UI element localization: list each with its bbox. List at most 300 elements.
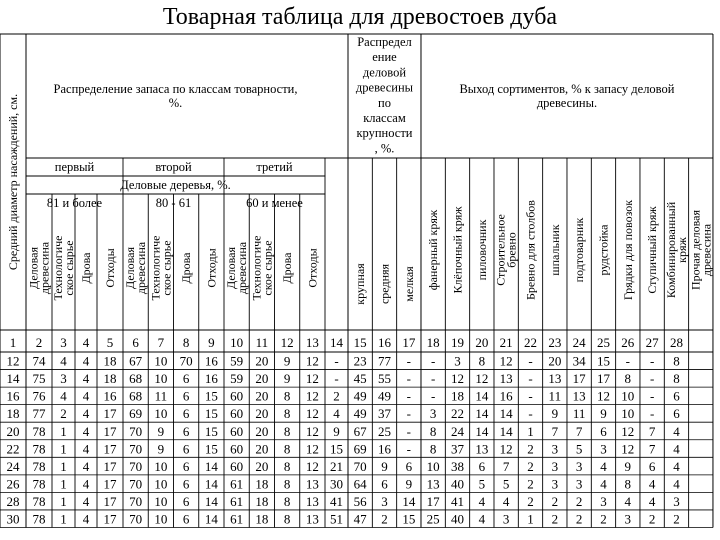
assortment-column-header-line: кряж xyxy=(674,237,689,263)
class-label: второй xyxy=(155,160,192,174)
table-cell: 20 xyxy=(255,371,269,387)
size-column-header xyxy=(353,263,367,305)
table-cell: 3 xyxy=(502,511,510,527)
table-cell: 9 xyxy=(283,353,291,369)
diameter-column-header-line: Средний диаметр насаждений, см. xyxy=(6,93,20,271)
table-cell: 15 xyxy=(204,406,218,422)
assortment-column-header-line: Ступичный кряж xyxy=(645,206,660,294)
table-cell: 14 xyxy=(499,423,513,439)
table-cell: 1 xyxy=(60,493,67,509)
table-cell: 6 xyxy=(182,511,190,527)
table-cell: - xyxy=(334,353,339,369)
table-cell: 9 xyxy=(157,441,165,457)
table-cell: 17 xyxy=(103,423,117,439)
table-cell: 6 xyxy=(182,388,190,404)
table-cell: 8 xyxy=(429,423,437,439)
table-cell: 51 xyxy=(330,511,343,527)
table-cell: 13 xyxy=(475,441,489,457)
table-cell: 77 xyxy=(377,353,391,369)
table-cell: 11 xyxy=(548,388,562,404)
table-cell: 8 xyxy=(283,476,291,492)
class-subcolumn-header xyxy=(27,241,52,294)
table-cell: 70 xyxy=(129,511,143,527)
table-cell: 8 xyxy=(478,353,486,369)
table-cell: 59 xyxy=(230,353,244,369)
table-cell: 10 xyxy=(621,406,635,422)
table-cell: 6 xyxy=(673,388,680,404)
column-number: 12 xyxy=(280,335,294,350)
table-cell: 70 xyxy=(129,458,143,474)
table-cell: 12 xyxy=(305,406,319,422)
table-cell: 2 xyxy=(60,406,67,422)
table-cell: 26 xyxy=(6,476,20,492)
class-subcolumn-header xyxy=(249,236,274,301)
table-cell: 10 xyxy=(154,476,168,492)
size-column-header xyxy=(402,266,416,302)
table-cell: 76 xyxy=(32,388,46,404)
table-cell: 3 xyxy=(60,371,67,387)
table-cell: 3 xyxy=(454,353,461,369)
table-cell: 4 xyxy=(60,388,67,404)
table-cell: 16 xyxy=(103,388,117,404)
table-cell: 18 xyxy=(450,388,464,404)
class-subcolumn-header-line: древесина xyxy=(235,241,250,295)
table-cell: - xyxy=(334,371,339,387)
table-cell: 13 xyxy=(499,371,513,387)
table-cell: 7 xyxy=(551,423,559,439)
table-cell: 7 xyxy=(648,423,656,439)
table-cell: 37 xyxy=(377,406,391,422)
class-subcolumn-header-line: Дрова xyxy=(179,252,194,284)
table-cell: 3 xyxy=(381,493,388,509)
column-number: 10 xyxy=(230,335,244,350)
assortment-column-header-line: древесина xyxy=(699,223,714,277)
table-cell: - xyxy=(649,388,655,404)
table-cell: 4 xyxy=(600,458,607,474)
table-cell: - xyxy=(406,353,411,369)
class-subcolumn-header xyxy=(224,241,249,294)
table-cell: - xyxy=(649,353,655,369)
table-cell: 14 xyxy=(499,406,513,422)
class-subcolumn-header-line: ское сырье xyxy=(260,240,275,296)
table-cell: 9 xyxy=(624,458,632,474)
table-cell: 67 xyxy=(353,423,367,439)
table-cell: 12 xyxy=(305,458,319,474)
table-cell: - xyxy=(406,406,411,422)
table-cell: 18 xyxy=(255,493,269,509)
table-cell: 4 xyxy=(673,423,680,439)
size-distribution-title: древесины xyxy=(355,80,414,95)
table-cell: 6 xyxy=(600,423,607,439)
table-cell: 2 xyxy=(673,511,680,527)
table-cell: 17 xyxy=(596,371,610,387)
table-cell: 7 xyxy=(648,441,656,457)
table-cell: 12 xyxy=(305,353,319,369)
assortment-column-header xyxy=(523,200,537,300)
column-number: 18 xyxy=(426,335,440,350)
table-cell: 3 xyxy=(673,493,680,509)
table-cell: 25 xyxy=(377,423,391,439)
table-cell: 22 xyxy=(6,441,20,457)
table-cell: 8 xyxy=(283,511,291,527)
table-cell: 6 xyxy=(648,458,656,474)
class-subcolumn-header-line: Отходы xyxy=(204,248,219,288)
table-cell: 17 xyxy=(103,493,117,509)
table-cell: 68 xyxy=(129,388,143,404)
assortment-column-header xyxy=(494,214,519,286)
table-cell: 14 xyxy=(402,493,416,509)
table-cell: - xyxy=(430,371,436,387)
table-cell: 2 xyxy=(551,511,559,527)
class-range-label: 81 и более xyxy=(46,196,103,210)
table-cell: 6 xyxy=(182,458,190,474)
table-cell: 6 xyxy=(182,476,190,492)
table-cell: 10 xyxy=(154,511,168,527)
class-subcolumn-header xyxy=(123,241,148,294)
table-cell: 78 xyxy=(32,423,46,439)
table-cell: 8 xyxy=(283,388,291,404)
table-cell: 9 xyxy=(405,476,413,492)
class-subcolumn-header xyxy=(79,252,93,284)
class-subcolumn-header-line: древесина xyxy=(134,241,149,295)
table-cell: 70 xyxy=(353,458,367,474)
table-cell: 4 xyxy=(478,493,486,509)
table-cell: 12 xyxy=(475,371,489,387)
table-cell: 9 xyxy=(283,371,291,387)
table-cell: 3 xyxy=(575,476,583,492)
table-cell: 3 xyxy=(624,511,632,527)
table-cell: 6 xyxy=(673,406,680,422)
table-cell: 2 xyxy=(527,441,534,457)
table-cell: 15 xyxy=(402,511,416,527)
table-cell: 18 xyxy=(255,511,269,527)
table-cell: 12 xyxy=(621,423,635,439)
class-subcolumn-header xyxy=(280,252,294,284)
class-subcolumn-header-line: Отходы xyxy=(305,248,320,288)
size-distribution-title: Распредел xyxy=(357,35,412,49)
table-cell: 20 xyxy=(255,441,269,457)
table-cell: 24 xyxy=(450,423,464,439)
assortment-column-header-line: рудстойка xyxy=(596,224,611,276)
table-cell: 40 xyxy=(450,476,464,492)
column-number: 26 xyxy=(621,335,635,350)
assortment-column-header-line: бревно xyxy=(504,232,519,268)
size-distribution-title: по xyxy=(378,95,391,110)
table-cell: 20 xyxy=(548,353,562,369)
class-subcolumn-header-line: Технологиче xyxy=(249,235,264,301)
column-number: 20 xyxy=(475,335,489,350)
table-cell: - xyxy=(625,353,630,369)
table-cell: 10 xyxy=(154,371,168,387)
table-cell: - xyxy=(528,353,533,369)
column-number: 5 xyxy=(106,335,114,350)
assortment-column-header-line: Клёпочный кряж xyxy=(450,206,465,294)
table-cell: 3 xyxy=(600,441,607,457)
table-cell: 55 xyxy=(377,371,391,387)
table-cell: 10 xyxy=(154,458,168,474)
assortment-column-header-line: шпальник xyxy=(547,224,562,276)
table-cell: 2 xyxy=(527,458,534,474)
table-cell: 70 xyxy=(129,493,143,509)
table-cell: 4 xyxy=(502,493,510,509)
table-cell: 10 xyxy=(154,353,168,369)
table-cell: 4 xyxy=(673,458,680,474)
column-number: 3 xyxy=(60,335,67,350)
table-cell: 20 xyxy=(255,458,269,474)
table-cell: 6 xyxy=(405,458,413,474)
class-subcolumn-header xyxy=(103,248,117,287)
table-cell: 3 xyxy=(429,406,437,422)
table-cell: 9 xyxy=(551,406,559,422)
table-cell: 4 xyxy=(82,458,90,474)
class-subcolumn-header xyxy=(179,252,193,284)
table-cell: - xyxy=(406,371,411,387)
table-cell: 4 xyxy=(82,423,90,439)
column-number: 23 xyxy=(548,335,562,350)
table-cell: 1 xyxy=(527,423,534,439)
class-subcolumn-header-line: Деловая xyxy=(224,247,239,289)
table-cell: 12 xyxy=(305,441,319,457)
table-cell: 8 xyxy=(673,353,680,369)
table-cell: 17 xyxy=(572,371,586,387)
column-number: 7 xyxy=(157,335,165,350)
table-cell: 17 xyxy=(103,441,117,457)
table-cell: 69 xyxy=(353,441,367,457)
table-cell: 2 xyxy=(575,511,583,527)
assortment-column-header-line: Прочая деловая xyxy=(688,209,703,291)
table-cell: 6 xyxy=(182,493,190,509)
table-cell: 8 xyxy=(624,476,632,492)
table-cell: 4 xyxy=(82,493,90,509)
assortment-column-header xyxy=(475,219,489,280)
table-cell: 9 xyxy=(600,406,607,422)
table-cell: 4 xyxy=(60,353,67,369)
table-cell: - xyxy=(406,441,411,457)
table-cell: 13 xyxy=(305,511,319,527)
table-cell: 5 xyxy=(575,441,583,457)
assortment-column-header xyxy=(426,209,440,290)
table-cell: 2 xyxy=(527,493,534,509)
column-number: 17 xyxy=(402,335,416,350)
table-cell: 20 xyxy=(255,388,269,404)
table-cell: 4 xyxy=(624,493,632,509)
class-range-label: 80 - 61 xyxy=(155,196,192,210)
table-cell: 41 xyxy=(330,493,343,509)
table-cell: 59 xyxy=(230,371,244,387)
table-cell: 17 xyxy=(103,458,117,474)
column-number: 13 xyxy=(305,335,319,350)
assortment-column-header-line: пиловочник xyxy=(474,219,489,281)
class-subcolumn-header-line: Дрова xyxy=(79,252,93,284)
table-cell: 67 xyxy=(129,353,143,369)
table-cell: 37 xyxy=(450,441,464,457)
column-number: 14 xyxy=(330,335,343,350)
size-distribution-title: крупности xyxy=(356,126,413,141)
assortment-column-header-line: подтоварник xyxy=(572,217,587,283)
table-cell: 6 xyxy=(182,441,190,457)
assortment-column-header-line: Грядки для повозок xyxy=(620,199,635,301)
table-cell: 70 xyxy=(129,441,143,457)
table-cell: 16 xyxy=(204,371,218,387)
table-cell: 60 xyxy=(230,388,244,404)
table-cell: 22 xyxy=(450,406,464,422)
table-cell: 78 xyxy=(32,476,46,492)
table-cell: 4 xyxy=(82,476,90,492)
distribution-title: Распределение запаса по классам товарности, xyxy=(53,82,298,96)
table-cell: 21 xyxy=(330,458,343,474)
table-cell: - xyxy=(528,406,533,422)
table-cell: - xyxy=(430,388,436,404)
class-subcolumn-header-line: ское сырье xyxy=(62,240,76,296)
table-cell: 12 xyxy=(621,441,635,457)
table-cell: 49 xyxy=(353,406,367,422)
table-cell: 8 xyxy=(624,371,632,387)
table-cell: 56 xyxy=(353,493,367,509)
table-cell: 17 xyxy=(103,476,117,492)
size-column-header-line: мелкая xyxy=(401,266,416,302)
table-cell: 38 xyxy=(450,458,464,474)
table-cell: 4 xyxy=(648,493,656,509)
table-cell: 20 xyxy=(6,423,20,439)
table-cell: 18 xyxy=(103,353,117,369)
table-cell: 8 xyxy=(429,441,437,457)
column-number: 27 xyxy=(645,335,659,350)
table-cell: 77 xyxy=(32,406,46,422)
table-cell: 2 xyxy=(527,476,534,492)
column-number: 28 xyxy=(669,335,683,350)
class-subcolumn-header xyxy=(305,248,319,287)
table-cell: 12 xyxy=(499,441,513,457)
table-cell: 2 xyxy=(648,511,656,527)
table-cell: 4 xyxy=(82,441,90,457)
table-cell: 61 xyxy=(230,493,244,509)
table-cell: 23 xyxy=(353,353,367,369)
assortment-column-header-line: Комбинированный xyxy=(663,201,678,299)
table-cell: 60 xyxy=(230,406,244,422)
table-cell: 78 xyxy=(32,493,46,509)
table-cell: 6 xyxy=(478,458,486,474)
table-cell: 20 xyxy=(255,406,269,422)
size-column-header xyxy=(377,263,391,304)
table-cell: 61 xyxy=(230,476,244,492)
table-cell: 8 xyxy=(283,423,291,439)
table-cell: - xyxy=(528,371,533,387)
table-cell: 64 xyxy=(353,476,367,492)
assortment-column-header xyxy=(645,206,659,294)
assortment-column-header xyxy=(572,217,586,282)
column-number: 6 xyxy=(132,335,139,350)
table-cell: 70 xyxy=(129,423,143,439)
page-title: Товарная таблица для древостоев дуба xyxy=(162,4,558,30)
size-column-header-line: крупная xyxy=(353,263,368,305)
assortment-column-header-line: Строительное xyxy=(493,214,508,286)
table-cell: 5 xyxy=(478,476,486,492)
table-cell: 7 xyxy=(575,423,583,439)
size-distribution-title: деловой xyxy=(362,65,407,80)
column-number: 1 xyxy=(9,335,17,350)
table-cell: 1 xyxy=(60,458,67,474)
table-cell: 14 xyxy=(204,493,218,509)
column-number: 19 xyxy=(450,335,464,350)
table-cell: 14 xyxy=(475,388,489,404)
table-cell: 2 xyxy=(551,493,559,509)
class-subcolumn-header-line: Дрова xyxy=(280,252,295,284)
table-cell: 10 xyxy=(621,388,635,404)
table-cell: 14 xyxy=(475,406,489,422)
table-cell: 1 xyxy=(60,511,67,527)
table-cell: 15 xyxy=(596,353,610,369)
table-cell: 8 xyxy=(283,441,291,457)
table-cell: - xyxy=(649,371,655,387)
table-cell: 15 xyxy=(204,441,218,457)
table-cell: 20 xyxy=(255,423,269,439)
table-cell: 75 xyxy=(32,371,46,387)
table-cell: 25 xyxy=(426,511,440,527)
column-number: 15 xyxy=(353,335,367,350)
table-cell: - xyxy=(406,388,411,404)
table-cell: 16 xyxy=(499,388,513,404)
class-subcolumn-header xyxy=(148,236,173,301)
table-cell: 49 xyxy=(353,388,367,404)
table-cell: 28 xyxy=(6,493,20,509)
table-cell: 1 xyxy=(60,423,67,439)
column-number: 25 xyxy=(596,335,610,350)
table-cell: 4 xyxy=(82,353,90,369)
table-cell: 10 xyxy=(426,458,440,474)
table-cell: 11 xyxy=(572,406,586,422)
table-cell: 74 xyxy=(32,353,46,369)
class-subcolumn-header-line: Технологиче xyxy=(51,235,65,301)
table-cell: 3 xyxy=(551,458,559,474)
table-cell: - xyxy=(430,353,436,369)
table-cell: 14 xyxy=(6,371,20,387)
table-cell: 3 xyxy=(575,458,583,474)
size-distribution-title: , %. xyxy=(374,141,395,156)
table-cell: 30 xyxy=(330,476,343,492)
table-cell: 17 xyxy=(103,406,117,422)
table-cell: 9 xyxy=(381,458,388,474)
table-cell: 12 xyxy=(6,353,20,369)
table-cell: 7 xyxy=(502,458,510,474)
assortment-title: Выход сортиментов, % к запасу деловой xyxy=(459,82,675,96)
table-cell: 18 xyxy=(103,371,117,387)
table-cell: 41 xyxy=(450,493,464,509)
column-number: 8 xyxy=(182,335,190,350)
table-cell: 8 xyxy=(283,458,291,474)
table-cell: 4 xyxy=(673,476,680,492)
table-cell: 5 xyxy=(502,476,510,492)
table-cell: 14 xyxy=(204,458,218,474)
table-cell: 4 xyxy=(673,441,680,457)
table-cell: 15 xyxy=(204,423,218,439)
table-cell: 1 xyxy=(60,476,67,492)
table-cell: 78 xyxy=(32,441,46,457)
table-cell: 8 xyxy=(283,493,291,509)
table-cell: 24 xyxy=(6,458,20,474)
column-number: 24 xyxy=(572,335,586,350)
table-cell: 14 xyxy=(204,511,218,527)
table-cell: 69 xyxy=(129,406,143,422)
column-number: 2 xyxy=(35,335,43,350)
assortment-title: древесины. xyxy=(536,96,598,110)
table-cell: - xyxy=(649,406,655,422)
table-cell: 6 xyxy=(182,406,190,422)
table-cell: 18 xyxy=(255,476,269,492)
assortment-column-header xyxy=(548,224,562,275)
table-cell: 49 xyxy=(377,388,391,404)
table-cell: 12 xyxy=(499,353,513,369)
column-number: 9 xyxy=(208,335,215,350)
